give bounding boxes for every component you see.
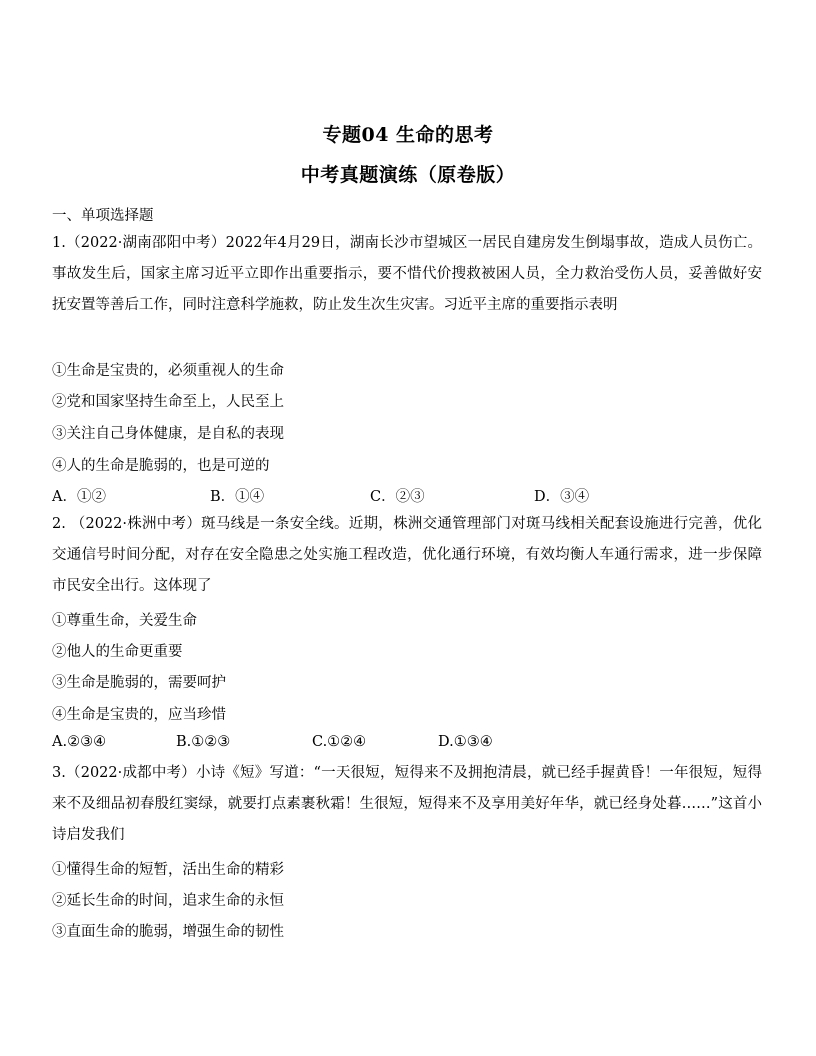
question-2-option-3: ③生命是脆弱的，需要呵护 [52, 675, 226, 691]
question-3-option-1: ①懂得生命的短暂，活出生命的精彩 [52, 862, 284, 878]
question-1-stem: 1.（2022·湖南邵阳中考）2022年4月29日，湖南长沙市望城区一居民自建房发生倒塌事故，造成人员伤亡。事故发生后，国家主席习近平立即作出重要指示，要不惜代价搜救被困人员，全力救治受伤人员，妥善做好安抚安置等善后工作，同时注意科学施救，防止发生次生灾害。习近平主席的重要指示表明 [52, 235, 762, 313]
document-title: 专题04 生命的思考 [322, 124, 494, 146]
section-heading: 一、单项选择题 [52, 208, 154, 224]
question-2-option-4: ④生命是宝贵的，应当珍惜 [52, 707, 226, 723]
question-2-choice-a[interactable]: A.②③④ [52, 734, 107, 750]
question-2-choice-b[interactable]: B.①②③ [176, 734, 231, 750]
question-1-choice-a[interactable]: A．①② [52, 489, 106, 505]
question-1-choices [52, 485, 772, 507]
question-3-option-3: ③直面生命的脆弱，增强生命的韧性 [52, 924, 284, 940]
question-2-choices [52, 734, 772, 756]
question-1-option-3: ③关注自己身体健康，是自私的表现 [52, 426, 284, 442]
question-1-option-1: ①生命是宝贵的，必须重视人的生命 [52, 363, 284, 379]
question-1-option-2: ②党和国家坚持生命至上，人民至上 [52, 394, 284, 410]
question-2-option-1: ①尊重生命，关爱生命 [52, 613, 197, 629]
question-2-choice-d[interactable]: D.①③④ [438, 734, 493, 750]
question-2-option-2: ②他人的生命更重要 [52, 644, 183, 660]
question-3-option-2: ②延长生命的时间，追求生命的永恒 [52, 893, 284, 909]
document-subtitle: 中考真题演练（原卷版） [300, 164, 516, 186]
question-3-stem: 3.（2022·成都中考）小诗《短》写道：“一天很短，短得来不及拥抱清晨，就已经手握黄昏！一年很短，短得来不及细品初春殷红窦绿，就要打点素裹秋霜！生很短，短得来不及享用美好年华，就已经身处暮……”这首小诗启发我们 [52, 765, 762, 843]
question-2-choice-c[interactable]: C.①②④ [312, 734, 367, 750]
question-1-option-4: ④人的生命是脆弱的，也是可逆的 [52, 458, 270, 474]
question-1-choice-b[interactable]: B．①④ [210, 489, 265, 505]
question-2-stem: 2. （2022·株洲中考）斑马线是一条安全线。近期，株洲交通管理部门对斑马线相关配套设施进行完善，优化交通信号时间分配，对存在安全隐患之处实施工程改造，优化通行环境，有效均衡人车通行需求，进一步保障市民安全出行。这体现了 [52, 516, 762, 594]
question-1-choice-c[interactable]: C．②③ [370, 489, 425, 505]
question-1-choice-d[interactable]: D．③④ [534, 489, 590, 505]
